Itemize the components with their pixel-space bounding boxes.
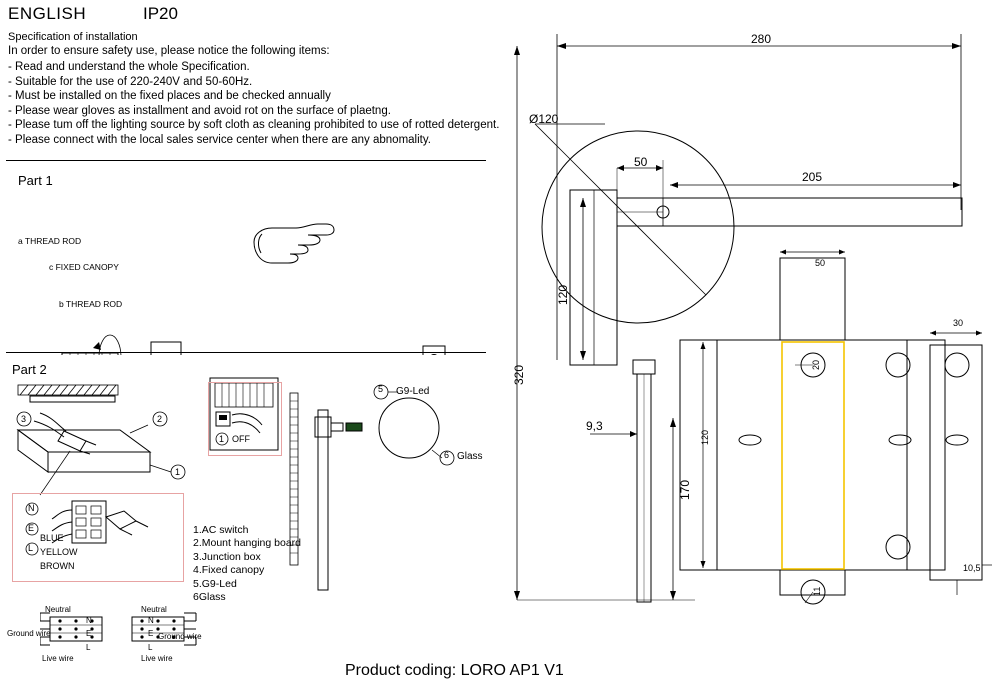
junction-box-detail-frame <box>208 382 282 456</box>
dim-bottom-hole: 11 <box>812 586 822 596</box>
annotation-thread-rod-a: a THREAD ROD <box>18 236 82 246</box>
dim-hole-spacing: 20 <box>811 359 821 370</box>
spec-intro: In order to ensure safety use, please notice the following items: <box>8 45 330 57</box>
part1-label: Part 1 <box>18 173 53 188</box>
dim-canopy-height: 120 <box>556 284 570 305</box>
terminal-left-live-label: Live wire <box>42 654 74 663</box>
terminal-right-letter-n: N <box>148 616 154 625</box>
dim-bracket-depth: 30 <box>953 318 964 328</box>
terminal-left-letter-n: N <box>86 616 92 625</box>
legend-item: 3.Junction box <box>193 550 261 563</box>
spec-item-list <box>8 60 499 148</box>
dim-bracket-thickness: 10,5 <box>963 563 981 573</box>
dim-arm-offset: 50 <box>634 155 648 169</box>
product-coding-label: Product coding: LORO AP1 V1 <box>345 662 564 679</box>
legend-list <box>193 524 301 604</box>
callout-number-2: 2 <box>157 414 163 424</box>
dim-diameter: Ø120 <box>529 112 559 126</box>
language-label: ENGLISH <box>8 4 87 23</box>
ip-rating-label: IP20 <box>143 4 178 23</box>
terminal-left-letter-e: E <box>86 629 92 638</box>
legend-item: 1.AC switch <box>193 524 249 536</box>
terminal-left-letter-l: L <box>86 643 91 652</box>
terminal-right-letter-l: L <box>148 643 153 652</box>
dim-drop-length: 170 <box>678 479 692 500</box>
terminal-right-neutral-label: Neutral <box>141 605 167 614</box>
part2-label: Part 2 <box>12 362 47 377</box>
legend-item: 5.G9-Led <box>193 577 237 590</box>
wire-symbol-n: N <box>28 503 35 513</box>
dim-arm-length: 205 <box>802 170 823 184</box>
dim-plate-width: 50 <box>815 258 826 268</box>
spec-item: - Suitable for the use of 220-240V and 50-60Hz. <box>8 75 253 88</box>
spec-item: - Please connect with the local sales service center when there are any abnomality. <box>8 133 431 146</box>
annotation-fixed-canopy-c: c FIXED CANOPY <box>49 262 119 272</box>
wire-color-yellow: YELLOW <box>40 547 78 557</box>
callout-number-5: 5 <box>378 384 384 394</box>
wiring-detail-illustration <box>12 493 182 580</box>
wire-color-brown: BROWN <box>40 561 75 571</box>
spec-item: - Read and understand the whole Specification. <box>8 61 250 73</box>
callout-number-6: 6 <box>444 450 450 460</box>
callout-number-3: 3 <box>21 414 27 424</box>
terminal-right-live-label: Live wire <box>141 654 173 663</box>
callout-number-1b: 1 <box>219 434 225 444</box>
dim-overall-width: 280 <box>751 32 772 46</box>
terminal-right-letter-e: E <box>148 629 154 638</box>
spec-item: - Please tum off the lighting source by soft cloth as cleaning prohibited to use of rotted detergent. <box>8 119 500 132</box>
glass-label: Glass <box>457 451 483 462</box>
part1-illustration <box>0 160 500 355</box>
wire-symbol-e: E <box>28 523 35 533</box>
terminal-left-neutral-label: Neutral <box>45 605 71 614</box>
terminal-right-ground-label: Ground wire <box>158 632 202 641</box>
callout-number-1: 1 <box>175 467 181 477</box>
spec-item: - Must be installed on the fixed places and be checked annually <box>8 90 331 103</box>
terminal-left-ground-label: Ground wire <box>7 629 51 638</box>
dim-rod-dia: 9,3 <box>586 419 603 433</box>
off-label: OFF <box>232 434 250 444</box>
g9-led-label: G9-Led <box>396 386 430 397</box>
spec-item: - Please wear gloves as installment and avoid rot on the surface of plaetng. <box>8 104 391 117</box>
annotation-thread-rod-b: b THREAD ROD <box>59 299 123 309</box>
legend-item: 2.Mount hanging board <box>193 537 301 550</box>
dim-total-height: 320 <box>512 364 526 385</box>
legend-item: 4.Fixed canopy <box>193 564 265 577</box>
technical-drawing <box>495 20 1000 630</box>
dim-plate-height: 120 <box>700 429 710 445</box>
wire-symbol-l: L <box>28 543 34 553</box>
legend-item: 6Glass <box>193 591 226 604</box>
spec-title: Specification of installation <box>8 31 138 43</box>
wire-color-blue: BLUE <box>40 533 64 543</box>
